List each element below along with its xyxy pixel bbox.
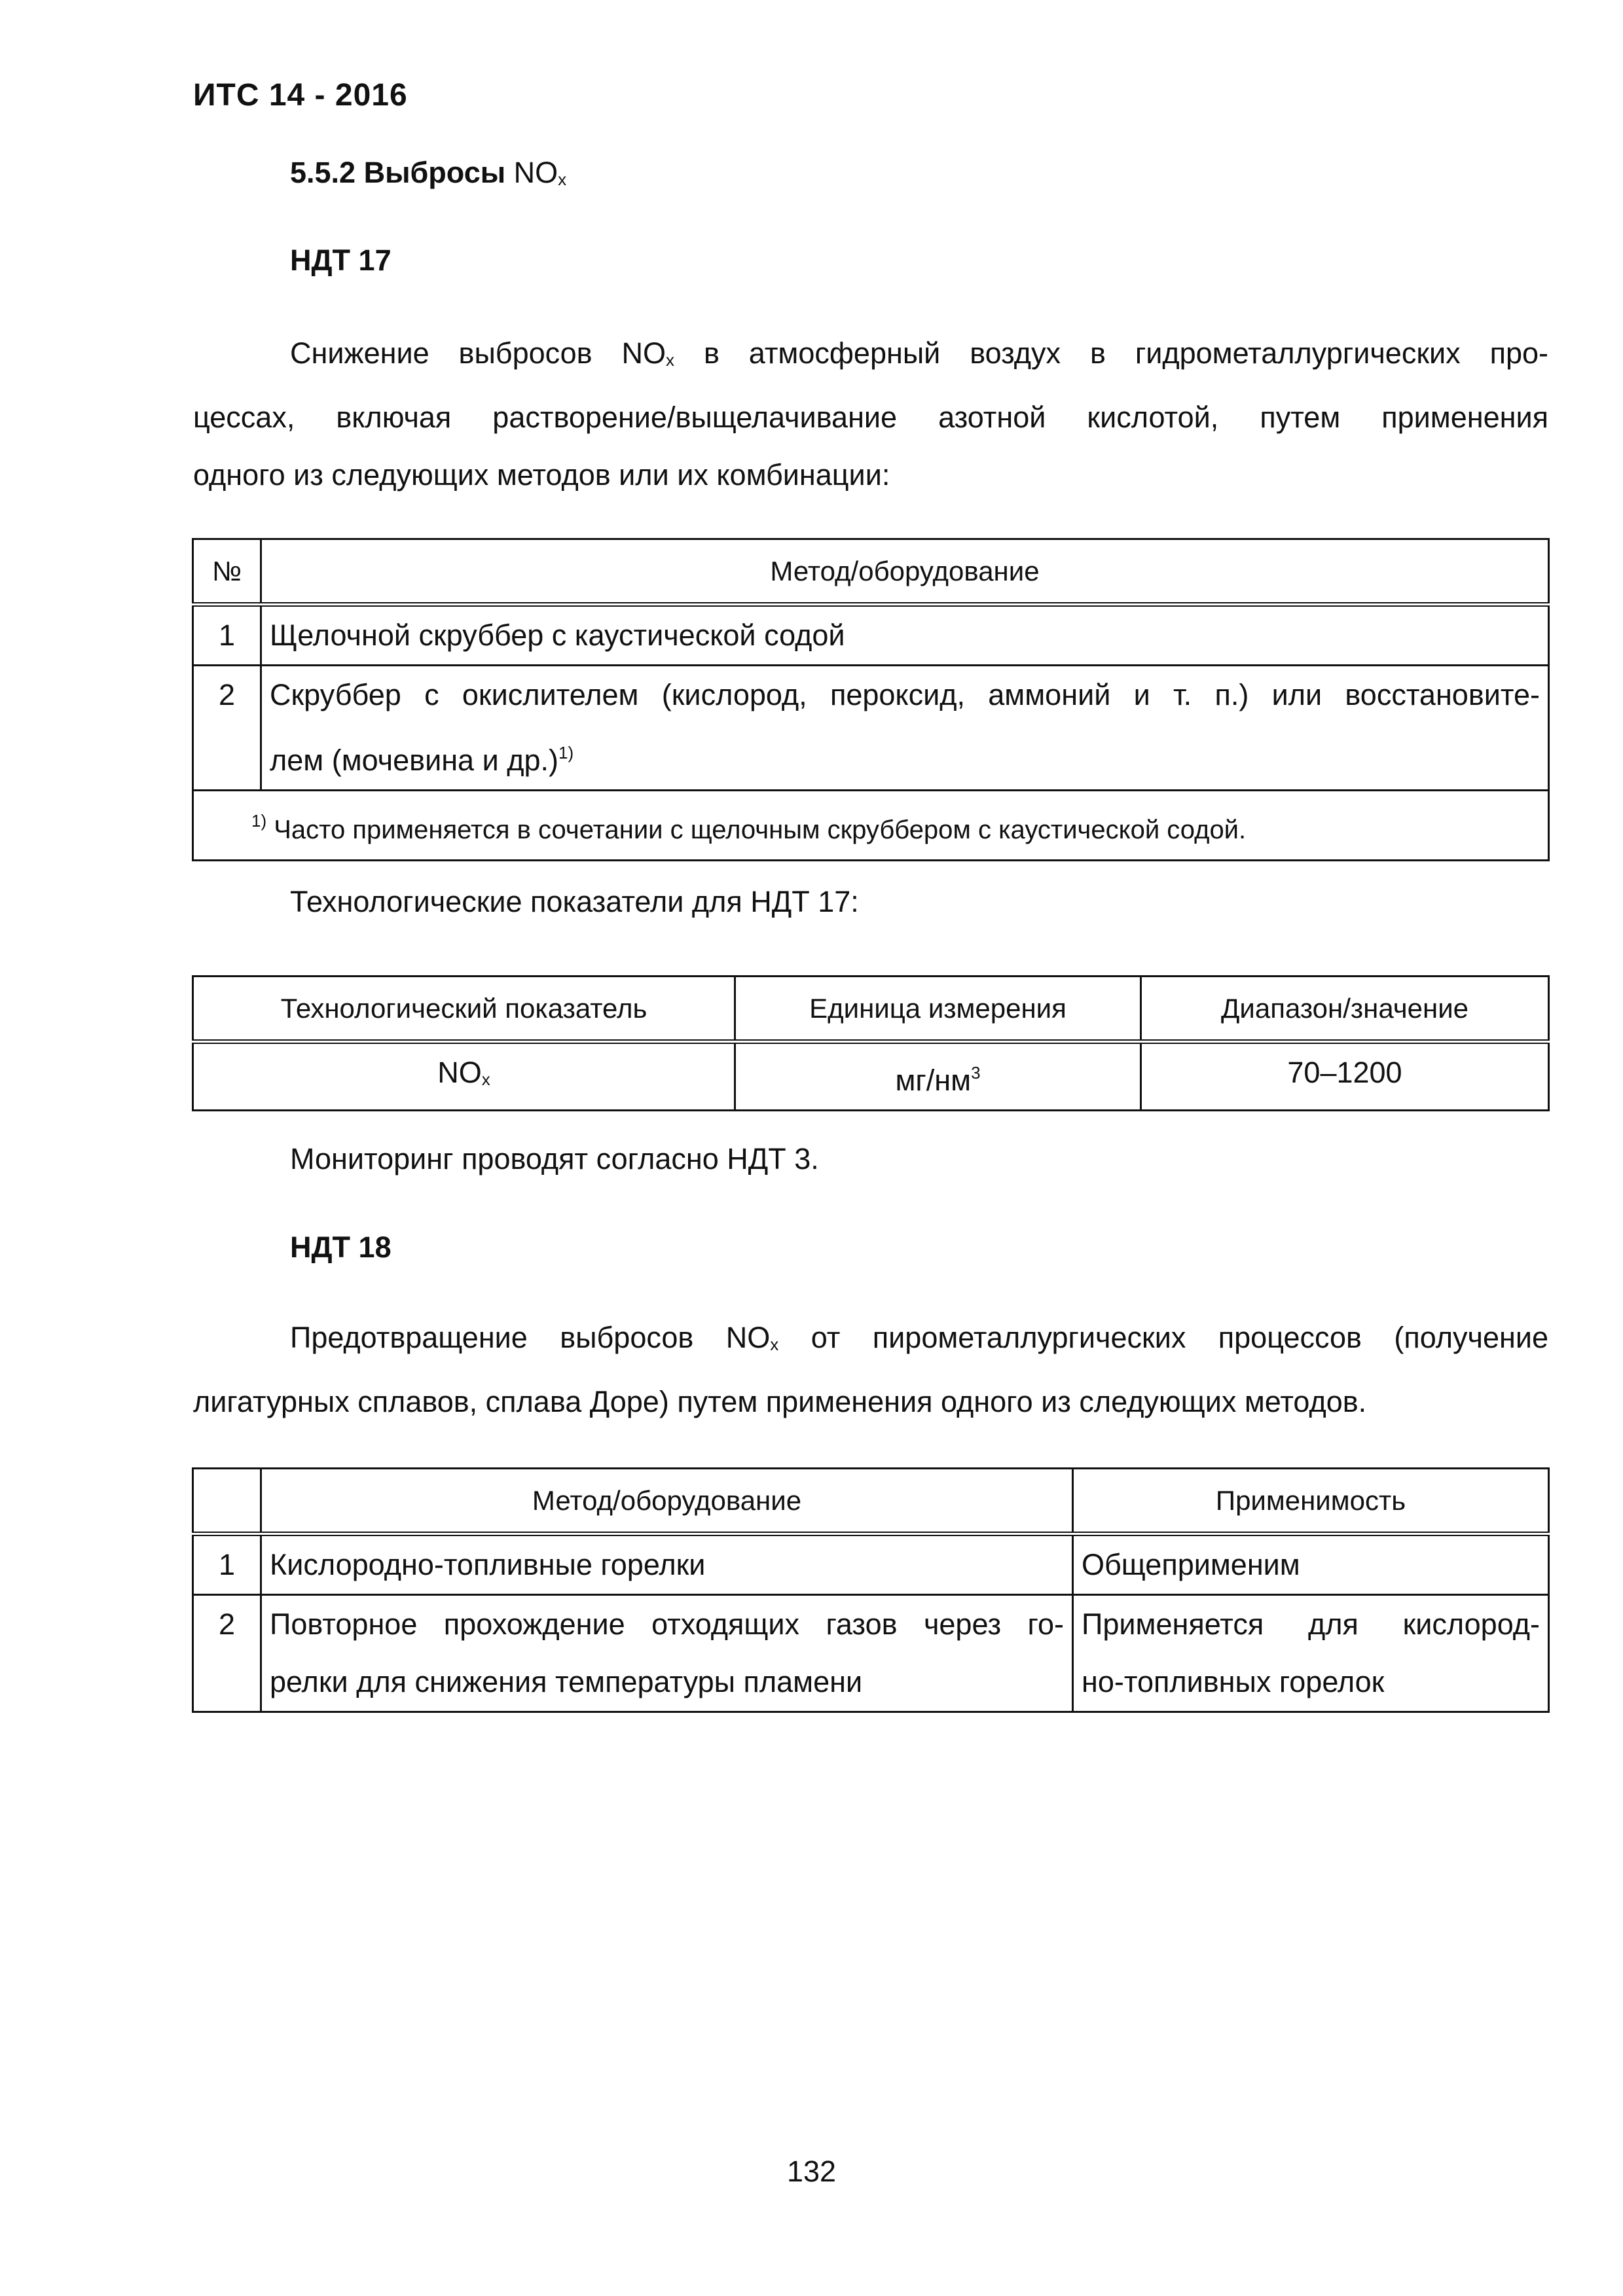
ndt17-intro-line-1: Снижение выбросов $NO_x$ в атмосферный воздух в гидрометаллургических про- — [290, 336, 1548, 370]
row-applicability: Общеприменим — [1073, 1534, 1549, 1595]
table-row — [193, 605, 1549, 666]
table-header-row — [193, 1469, 1549, 1534]
table-header-row — [193, 539, 1549, 605]
table-footnote: $^{1)}$ Часто применяется в сочетании с щелочным скруббером с каустической содой. — [193, 791, 1549, 861]
section-number-title: 5.5.2 Выбросы — [290, 156, 514, 189]
ndt17-methods-table — [192, 538, 1550, 861]
ndt18-intro-line-2: лигатурных сплавов, сплава Доре) путем применения одного из следующих методов. — [193, 1385, 1367, 1418]
ndt17-indicators-table — [192, 975, 1550, 1111]
ndt17-indicators-label: Технологические показатели для НДТ 17: — [290, 885, 859, 918]
table-header-row — [193, 977, 1549, 1042]
col-header-number: № — [193, 539, 261, 605]
row-number: 1 — [193, 1534, 261, 1595]
cell-indicator: $NO_x$ — [193, 1042, 735, 1111]
ndt17-intro-line-3: одного из следующих методов или их комбинации: — [193, 458, 890, 492]
col-header-empty — [193, 1469, 261, 1534]
col-header-indicator: Технологический показатель — [193, 977, 735, 1042]
ndt18-methods-table — [192, 1467, 1550, 1713]
monitoring-note: Мониторинг проводят согласно НДТ 3. — [290, 1142, 819, 1175]
table-row — [193, 1595, 1549, 1712]
cell-value: 70–1200 — [1141, 1042, 1549, 1111]
row-number: 2 — [193, 666, 261, 791]
col-header-applicability: Применимость — [1073, 1469, 1549, 1534]
cell-unit: $мг/нм^3$ — [735, 1042, 1141, 1111]
row-method: Скруббер с окислителем (кислород, пероксид, аммоний и т. п.) или восстановите- лем (мочевина и др.)$^{1)}$ — [261, 666, 1549, 791]
ndt17-intro-paragraph — [193, 325, 1548, 504]
row-method: Щелочной скруббер с каустической содой — [261, 605, 1549, 666]
section-heading — [290, 156, 566, 190]
col-header-method: Метод/оборудование — [261, 539, 1549, 605]
ndt18-title: НДТ 18 — [290, 1230, 392, 1264]
row-number: 1 — [193, 605, 261, 666]
ndt17-intro-line-2: цессах, включая растворение/выщелачивание азотной кислотой, путем применения — [193, 401, 1548, 434]
table-row — [193, 666, 1549, 791]
table-row — [193, 1042, 1549, 1111]
document-code-header: ИТС 14 - 2016 — [193, 78, 408, 113]
row-method: Повторное прохождение отходящих газов через го- релки для снижения температуры пламени — [261, 1595, 1073, 1712]
row-method: Кислородно-топливные горелки — [261, 1534, 1073, 1595]
ndt17-title: НДТ 17 — [290, 243, 392, 277]
ndt18-intro-line-1: Предотвращение выбросов $NO_x$ от пирометаллургических процессов (получение — [290, 1321, 1549, 1354]
table-row — [193, 1534, 1549, 1595]
table-footnote-row — [193, 791, 1549, 861]
ndt18-intro-paragraph — [193, 1309, 1548, 1431]
col-header-unit: Единица измерения — [735, 977, 1141, 1042]
col-header-range: Диапазон/значение — [1141, 977, 1549, 1042]
row-applicability: Применяется для кислород- но-топливных горелок — [1073, 1595, 1549, 1712]
section-nox: $NO_x$ — [513, 156, 567, 189]
row-number: 2 — [193, 1595, 261, 1712]
col-header-method: Метод/оборудование — [261, 1469, 1073, 1534]
page-number: 132 — [786, 2155, 837, 2188]
